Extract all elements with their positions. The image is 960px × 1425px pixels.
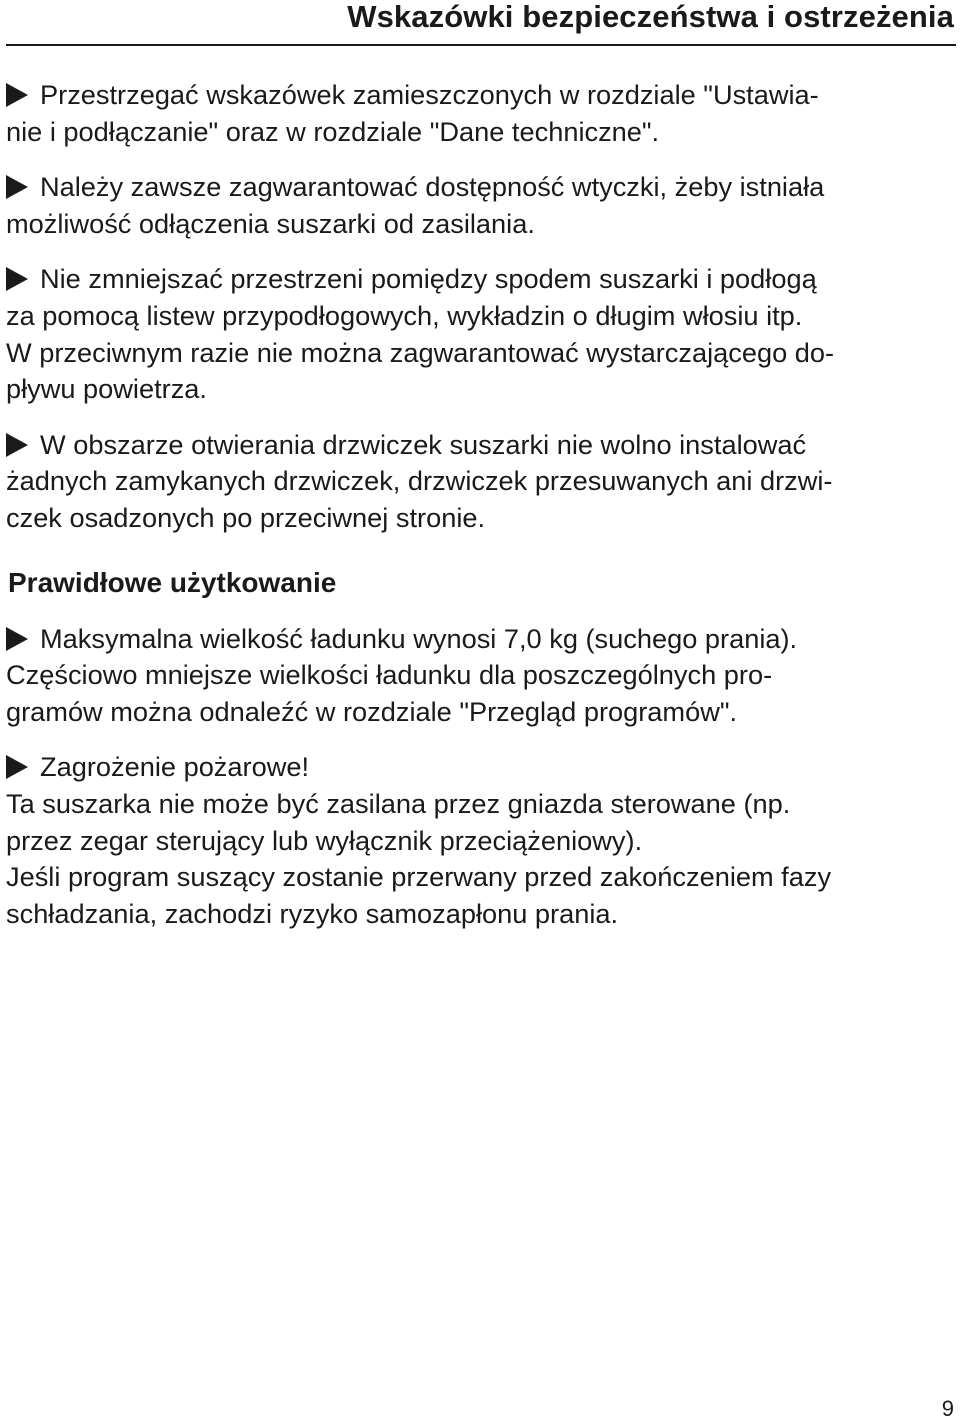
page-header-title: Wskazówki bezpieczeństwa i ostrzeżenia [347, 0, 954, 34]
item-text-line: Zagrożenie pożarowe! [40, 751, 310, 783]
item-text-line: czek osadzonych po przeciwnej stronie. [6, 501, 486, 533]
triangle-bullet-icon [6, 433, 28, 457]
warning-item [6, 621, 956, 731]
triangle-bullet-icon [6, 175, 28, 199]
section-heading: Prawidłowe użytkowanie [8, 566, 337, 598]
item-text-line: schładzania, zachodzi ryzyko samozapłonu prania. [6, 897, 619, 929]
item-text-line: możliwość odłączenia suszarki od zasilania. [6, 207, 535, 239]
item-text-line: przez zegar sterujący lub wyłącznik przeciążeniowy). [6, 824, 643, 856]
item-text-line: Ta suszarka nie może być zasilana przez gniazda sterowane (np. [6, 787, 791, 819]
triangle-bullet-icon [6, 83, 28, 107]
item-text-line: Maksymalna wielkość ładunku wynosi 7,0 kg (suchego prania). [40, 622, 798, 654]
item-text-line: pływu powietrza. [6, 373, 207, 405]
warning-item [6, 749, 956, 932]
page-content [6, 77, 956, 951]
item-text-line: gramów można odnaleźć w rozdziale "Przegląd programów". [6, 695, 738, 727]
item-text-line: W obszarze otwierania drzwiczek suszarki nie wolno instalować [40, 428, 807, 460]
item-text-line: Częściowo mniejsze wielkości ładunku dla poszczególnych pro- [6, 659, 773, 691]
warning-item [6, 427, 956, 537]
item-text-line: Nie zmniejszać przestrzeni pomiędzy spodem suszarki i podłogą [40, 263, 817, 295]
page-number: 9 [941, 1396, 954, 1421]
item-text-line: W przeciwnym razie nie można zagwarantować wystarczającego do- [6, 336, 835, 368]
header-divider [6, 44, 956, 46]
item-text-line: Należy zawsze zagwarantować dostępność wtyczki, żeby istniała [40, 171, 825, 203]
warning-item [6, 77, 956, 150]
triangle-bullet-icon [6, 627, 28, 651]
item-text-line: nie i podłączanie" oraz w rozdziale "Dane techniczne". [6, 115, 660, 147]
triangle-bullet-icon [6, 755, 28, 779]
warning-item [6, 261, 956, 407]
warning-item [6, 169, 956, 242]
item-text-line: za pomocą listew przypodłogowych, wykładzin o długim włosiu itp. [6, 299, 803, 331]
item-text-line: Jeśli program suszący zostanie przerwany przed zakończeniem fazy [6, 861, 832, 893]
item-text-line: Przestrzegać wskazówek zamieszczonych w rozdziale "Ustawia- [40, 79, 819, 110]
item-text-line: żadnych zamykanych drzwiczek, drzwiczek przesuwanych ani drzwi- [6, 465, 833, 497]
triangle-bullet-icon [6, 267, 28, 291]
